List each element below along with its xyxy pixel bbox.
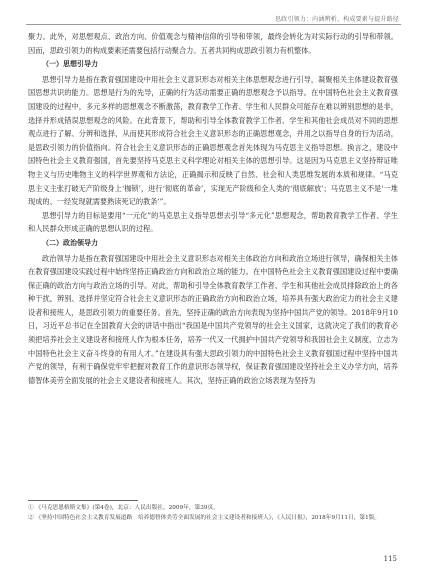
running-head: 思政引领力：内涵辨析、构成要素与提升路径	[274, 16, 399, 23]
section-heading-political-leadership: （二）政治领导力	[42, 238, 98, 247]
paragraph-thought-guidance-goal: 思想引导力的目标是要用“一元化”的马克思主义指导思想去引导“多元化”思想观念，帮助教育教学工作者、学生和人民群众形成正确的思想认识的过程。	[28, 210, 398, 234]
footnote-rule	[28, 500, 138, 501]
section-heading-thought-guidance: （一）思想引导力	[42, 60, 98, 69]
paragraph-thought-guidance: 思想引导力是指在教育强国建设中用社会主义意识形态对相关主体思想观念进行引导，凝聚相关主体建设教育强国思想共识的能力。思想是行为的先导，正确的行为活动需要正确的思想观念予以指导。在中国特色社会主义教育强国建设的过程中，多元多样的思想观念不断激荡，教育教学工作者、学生和人民群众可能存在难以辨别思想的是非，选择并形成错误思想观念的风险。在此背景下，帮助和引导全体教育教学工作者、学生和其他社会成员对不同的思想观点进行了解、分辨和选择，从而使其形成符合社会主义意识形态的正确思想观念，并用之以指导自身的行为活动，是思政引领力的价值指向。符合社会主义意识形态的正确思想观念首先体现为马克思主义指导思想。换言之，建设中国特色社会主义教育强国，首先要坚持马克思主义科学理论对相关主体的思想引导。这是因为马克思主义坚持辩证唯物主义与历史唯物主义的科学世界观和方法论，正确揭示和反映了自然、社会和人类思维发展的本质和规律。“马克思主义主张打破无产阶级身上‘枷锁’，进行‘彻底的革命’，实现无产阶级和全人类的‘彻底解放’；马克思主义不是‘一堆现成的、一经发现就需要熟读死记的教条’”。	[28, 74, 398, 207]
paragraph-political-leadership: 政治领导力是指在教育强国建设中用社会主义意识形态对相关主体政治方向和政治立场进行领导，确保相关主体在教育强国建设实践过程中始终坚持正确政治方向和政治立场的能力。在中国特色社会主义教育强国建设过程中要确保正确的政治方向与政治立场的引导。对此，帮助和引导全体教育教学工作者、学生和其他社会成员排除政治上的各种干扰，辨别、选择并坚定符合社会主义意识形态的正确政治方向和政治立场，培养具有强大政治定力的社会主义建设者和接班人，是思政引领力的重要任务。首先，坚持正确的政治方向表现为坚持中国共产党的领导。2018年9月10日，习近平总书记在全国教育大会的讲话中指出“我国是中国共产党领导的社会主义国家，这就决定了我们的教育必须把培养社会主义建设者和接班人作为根本任务，培养一代又一代拥护中国共产党领导和我国社会主义制度、立志为中国特色社会主义奋斗终身的有用人才。”在建设具有强大思政引领力的中国特色社会主义教育强国过程中坚持中国共产党的领导，有利于确保党牢牢把握对教育工作的意识形态领导权，保证教育强国建设坚持社会主义办学方向，培养德智体美劳全面发展的社会主义建设者和接班人。其次，坚持正确的政治立场表现为坚持为	[28, 253, 398, 385]
footnotes	[28, 500, 398, 523]
page-number: 115	[383, 555, 397, 563]
header-rule	[26, 24, 401, 25]
body-text	[28, 30, 398, 387]
footnote-2: ② 《坚持中国特色社会主义教育发展道路 培养德智体美劳全面发展的社会主义建设者和接班人》，《人民日报》，2018年9月11日，第1版。	[28, 514, 381, 521]
footnote-1: ① 《马克思恩格斯文集》(第4卷)，北京：人民出版社，2009年，第39页。	[28, 505, 219, 511]
paragraph-intro: 聚力。此外，对思想观点、政治方向、价值观念与精神信仰的引导和带领，最终会转化为对实际行动的引导和带领。因而，思政引领力的构成要素还需要包括行动聚合力。五者共同构成思政引领力有机整体。	[28, 32, 398, 55]
